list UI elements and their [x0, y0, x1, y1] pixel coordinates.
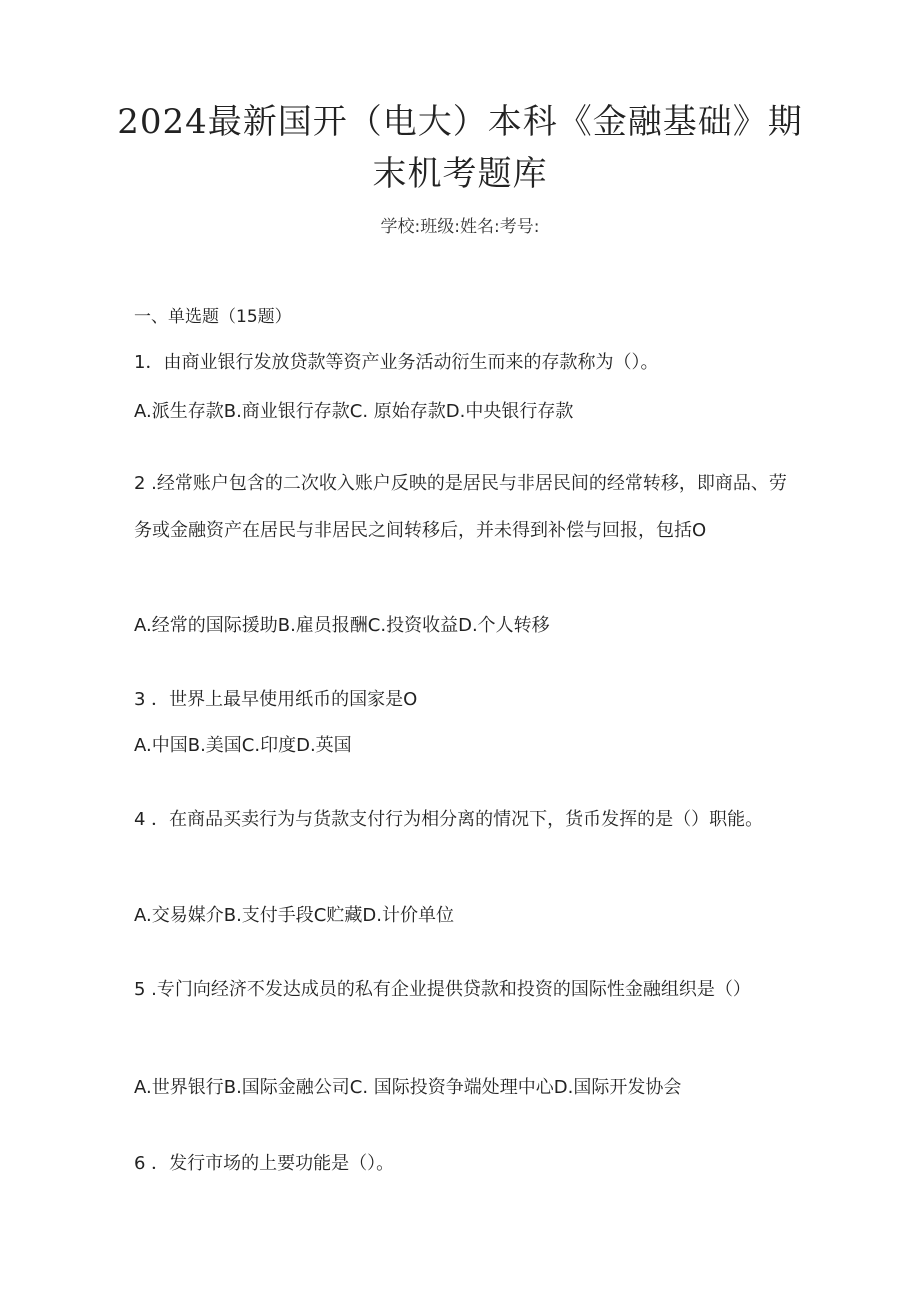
- question-2: 2 .经常账户包含的二次收入账户反映的是居民与非居民间的经常转移，即商品、劳务或金融资产在居民与非居民之间转移后，并未得到补偿与回报，包括O: [134, 473, 787, 541]
- question-4: 4 ．在商品买卖行为与货款支付行为相分离的情况下，货币发挥的是（）职能。: [134, 809, 764, 830]
- question-2-options: A.经常的国际援助B.雇员报酬C.投资收益D.个人转移: [134, 615, 550, 636]
- question-3: 3 ．世界上最早使用纸币的国家是O: [134, 689, 418, 710]
- question-5: 5 .专门向经济不发达成员的私有企业提供贷款和投资的国际性金融组织是（）: [134, 979, 751, 1000]
- question-5-options: A.世界银行B.国际金融公司C. 国际投资争端处理中心D.国际开发协会: [134, 1077, 682, 1098]
- question-1-options: A.派生存款B.商业银行存款C. 原始存款D.中央银行存款: [134, 401, 574, 422]
- title-line-1: 2024最新国开（电大）本科《金融基础》期: [117, 102, 803, 142]
- student-info-line: 学校:班级:姓名:考号:: [380, 217, 540, 237]
- question-6: 6 ．发行市场的上要功能是（）。: [134, 1153, 395, 1174]
- page-title: [100, 96, 820, 200]
- question-1: 1．由商业银行发放贷款等资产业务活动衍生而来的存款称为（）。: [134, 352, 659, 373]
- title-line-2: 末机考题库: [372, 154, 548, 194]
- section-heading: 一、单选题（15题）: [134, 307, 292, 327]
- question-4-options: A.交易媒介B.支付手段C贮藏D.计价单位: [134, 905, 454, 926]
- question-3-options: A.中国B.美国C.印度D.英国: [134, 735, 352, 756]
